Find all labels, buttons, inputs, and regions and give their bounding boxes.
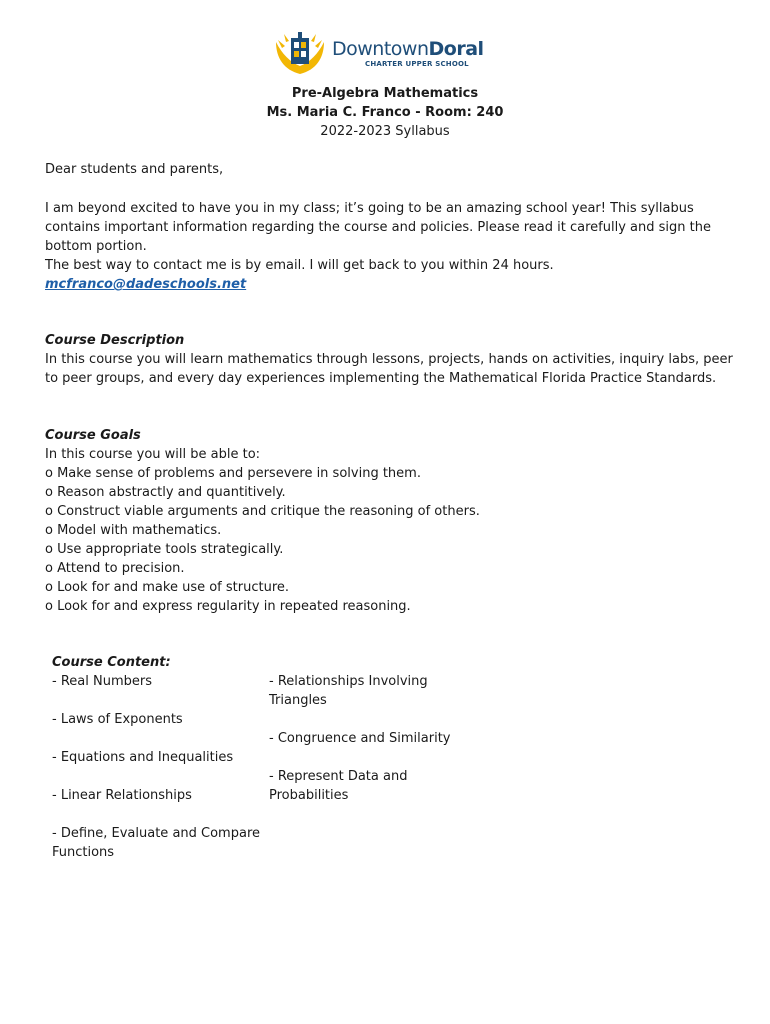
goals-heading: Course Goals [45, 428, 141, 443]
goals-list [45, 464, 735, 616]
content-heading: Course Content: [52, 655, 171, 670]
content-right-column [269, 672, 459, 822]
description-text: In this course you will learn mathematics through lessons, projects, hands on activities, inquiry labs, peer to peer groups, and every day experiences implementing the Mathematical Florida Practice Standards. [45, 352, 733, 386]
course-goals [45, 426, 735, 616]
list-item: o Attend to precision. [45, 561, 185, 576]
list-item: - Linear Relationships [52, 788, 192, 803]
school-logo [270, 30, 484, 76]
logo-wordmark: DowntownDoral [332, 38, 484, 60]
email-link[interactable]: mcfranco@dadeschools.net [45, 277, 247, 292]
list-item: - Equations and Inequalities [52, 750, 234, 765]
syllabus-header [0, 84, 770, 141]
greeting: Dear students and parents, [45, 162, 224, 177]
contact-paragraph: The best way to contact me is by email. I will get back to you within 24 hours. mcfranco@dadeschools.net [45, 258, 554, 292]
goals-intro: In this course you will be able to: [45, 447, 261, 462]
list-item: - Define, Evaluate and Compare Functions [52, 826, 260, 860]
list-item: o Look for and make use of structure. [45, 580, 290, 595]
list-item: - Represent Data and Probabilities [269, 769, 408, 803]
list-item: o Model with mathematics. [45, 523, 222, 538]
list-item: - Relationships Involving Triangles [269, 674, 428, 708]
school-crest-icon [270, 30, 330, 76]
list-item: - Congruence and Similarity [269, 731, 451, 746]
list-item: - Laws of Exponents [52, 712, 183, 727]
course-title: Pre-Algebra Mathematics [291, 86, 479, 101]
course-description [45, 331, 735, 388]
list-item: o Reason abstractly and quantitively. [45, 485, 286, 500]
intro-paragraph: I am beyond excited to have you in my class; it’s going to be an amazing school year! This syllabus contains important information regarding the course and policies. Please read it carefully and sign the bottom portion. [45, 201, 711, 254]
list-item: o Look for and express regularity in repeated reasoning. [45, 599, 411, 614]
description-heading: Course Description [45, 333, 185, 348]
teacher-room: Ms. Maria C. Franco - Room: 240 [266, 105, 504, 120]
list-item: o Make sense of problems and persevere in solving them. [45, 466, 421, 481]
list-item: - Real Numbers [52, 674, 152, 689]
list-item: o Construct viable arguments and critique the reasoning of others. [45, 504, 480, 519]
list-item: o Use appropriate tools strategically. [45, 542, 284, 557]
syllabus-year: 2022-2023 Syllabus [320, 124, 450, 139]
logo-subtitle: CHARTER UPPER SCHOOL [365, 60, 469, 68]
content-left-column [52, 653, 262, 873]
